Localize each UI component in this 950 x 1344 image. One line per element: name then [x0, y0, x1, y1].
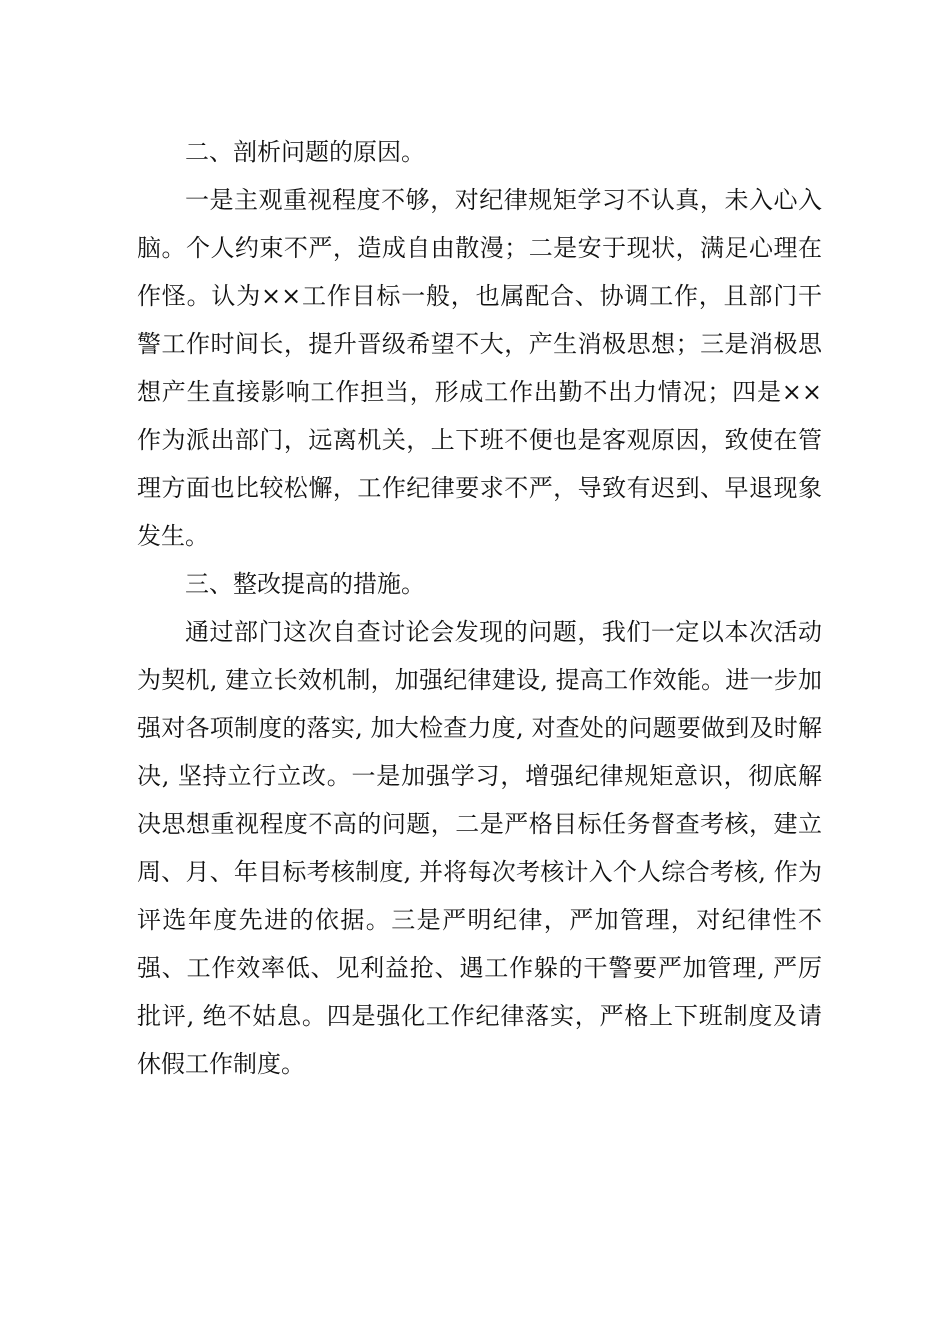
measures-paragraph: 通过部门这次自查讨论会发现的问题，我们一定以本次活动为契机, 建立长效机制，加强纪律建设, 提高工作效能。进一步加强对各项制度的落实, 加大检查力度, 对查处的问题要做到及时解决, 坚持立行立改。一是加强学习，增强纪律规矩意识，彻底解决思想重视程度不高的问题，二是严格目标任务督查考核，建立周、月、年目标考核制度, 并将每次考核计入个人综合考核, 作为评选年度先进的依据。三是严明纪律，严加管理，对纪律性不强、工作效率低、见利益抢、遇工作躲的干警要严加管理, 严厉批评, 绝不姑息。四是强化工作纪律落实，严格上下班制度及请休假工作制度。	[137, 618, 822, 1078]
section-heading-measures: 三、整改提高的措施。	[185, 570, 425, 598]
causes-paragraph: 一是主观重视程度不够，对纪律规矩学习不认真，未入心入脑。个人约束不严，造成自由散漫；二是安于现状，满足心理在作怪。认为××工作目标一般，也属配合、协调工作，且部门干警工作时间长，提升晋级希望不大，产生消极思想；三是消极思想产生直接影响工作担当，形成工作出勤不出力情况；四是××作为派出部门，远离机关，上下班不便也是客观原因，致使在管理方面也比较松懈，工作纪律要求不严，导致有迟到、早退现象发生。	[137, 186, 822, 550]
section-heading-causes: 二、剖析问题的原因。	[185, 138, 425, 166]
document-body	[137, 128, 822, 1088]
